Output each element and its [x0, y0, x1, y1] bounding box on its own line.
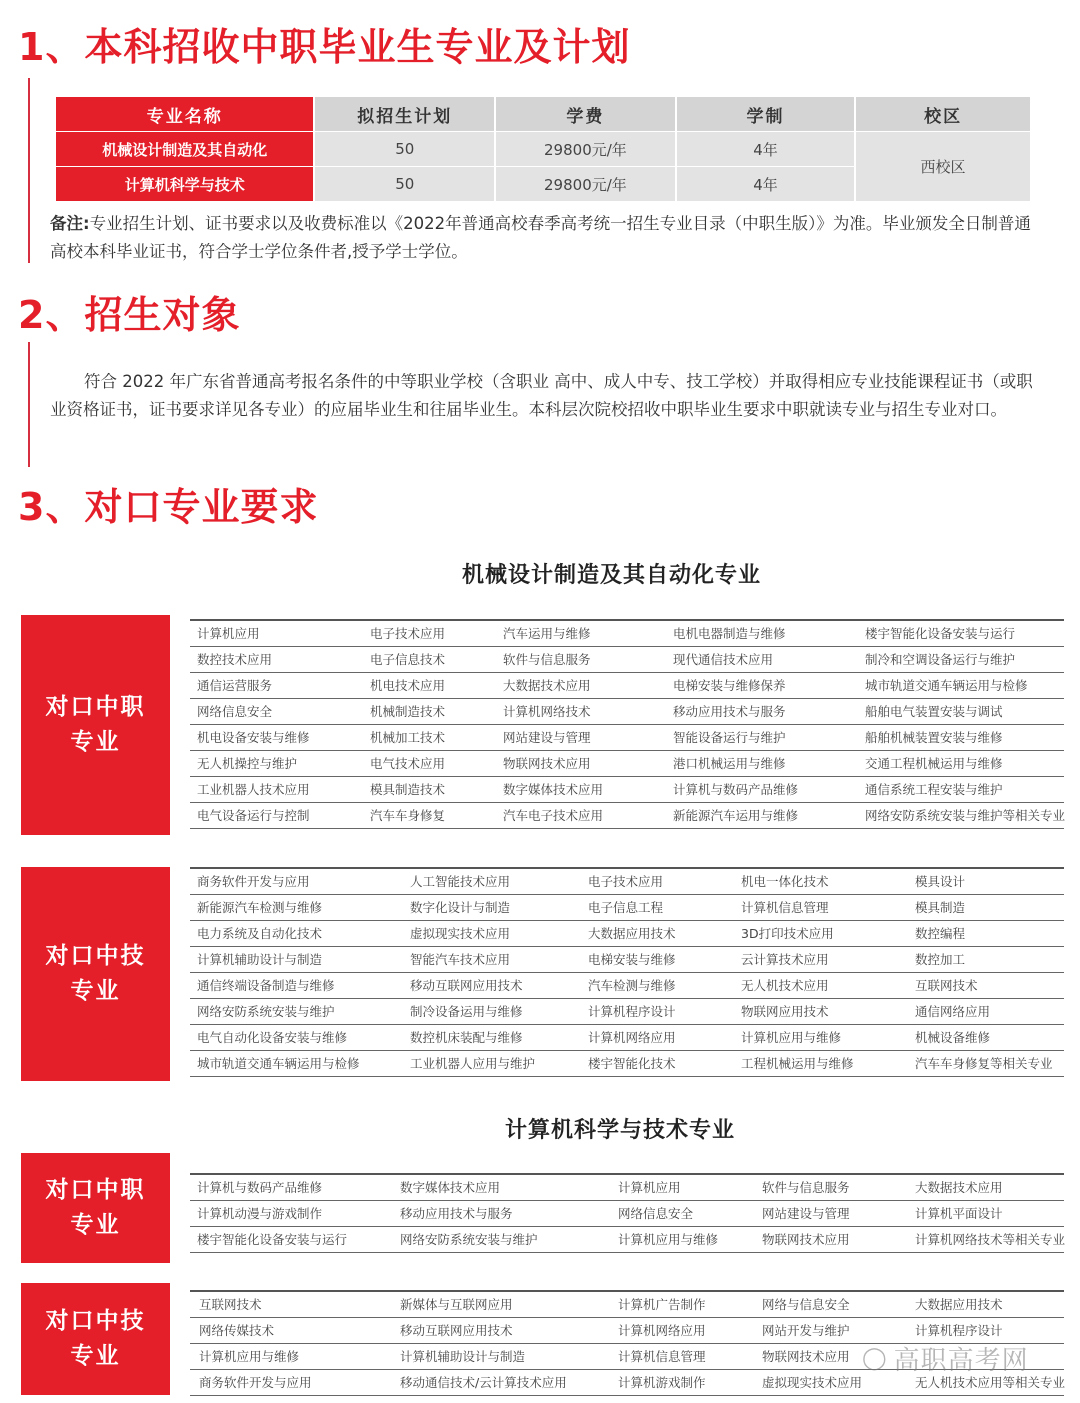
major-item: 软件与信息服务	[762, 1180, 850, 1195]
list-row	[190, 1227, 1064, 1253]
major-item: 汽车车身修复等相关专业	[915, 1056, 1053, 1071]
major-item: 计算机动漫与游戏制作	[197, 1206, 323, 1221]
list-row	[190, 1201, 1064, 1227]
major-item: 移动通信技术/云计算技术应用	[400, 1375, 567, 1390]
major-item: 新媒体与互联网应用	[400, 1297, 513, 1312]
list-row	[190, 869, 1064, 895]
major-item: 电子技术应用	[588, 874, 664, 889]
category-label-line1: 对口中职	[45, 1177, 146, 1203]
major-item: 数字媒体技术应用	[503, 782, 604, 797]
header-campus: 校区	[856, 97, 1030, 131]
major-item: 大数据技术应用	[915, 1180, 1003, 1195]
major-item: 计算机游戏制作	[618, 1375, 706, 1390]
category-label-line1: 对口中职	[45, 694, 146, 720]
category-label-line1: 对口中技	[45, 1308, 146, 1334]
category-label-line1: 对口中技	[45, 943, 146, 969]
list-row	[190, 673, 1064, 699]
major-item: 新能源汽车检测与维修	[197, 900, 323, 915]
major-item: 计算机应用与维修	[618, 1232, 719, 1247]
major-item: 船舶电气装置安装与调试	[865, 704, 1003, 719]
major-title-mechanical: 机械设计制造及其自动化专业	[462, 563, 762, 588]
major-item: 网络传媒技术	[199, 1323, 275, 1338]
note-body: 专业招生计划、证书要求以及收费标准以《2022年普通高校春季高考统一招生专业目录（中职生版）》为准。毕业颁发全日制普通高校本科毕业证书，符合学士学位条件者,授予学士学位。	[50, 214, 1031, 261]
category-label-mech-technical-school	[21, 867, 170, 1081]
major-item: 无人机技术应用等相关专业	[915, 1375, 1066, 1390]
major-item: 云计算技术应用	[741, 952, 829, 967]
major-item: 交通工程机械运用与维修	[865, 756, 1003, 771]
plan-cell: 50	[315, 167, 494, 201]
major-item: 楼宇智能化技术	[588, 1056, 676, 1071]
major-item: 制冷和空调设备运行与维护	[865, 652, 1016, 667]
fee-cell: 29800元/年	[496, 167, 675, 201]
major-item: 通信系统工程安装与维护	[865, 782, 1003, 797]
major-name-cell: 计算机科学与技术	[56, 167, 313, 201]
major-item: 机械设备维修	[915, 1030, 991, 1045]
major-item: 通信网络应用	[915, 1004, 991, 1019]
plan-cell: 50	[315, 132, 494, 166]
major-item: 工业机器人技术应用	[197, 782, 310, 797]
major-item: 虚拟现实技术应用	[410, 926, 511, 941]
duration-cell: 4年	[677, 132, 855, 166]
major-item: 移动应用技术与服务	[673, 704, 786, 719]
major-item: 智能汽车技术应用	[410, 952, 511, 967]
watermark	[862, 1340, 1029, 1377]
list-row	[190, 895, 1064, 921]
major-item: 计算机辅助设计与制造	[197, 952, 323, 967]
header-major-name: 专业名称	[56, 97, 313, 131]
category-label-line2: 专业	[70, 1343, 121, 1369]
header-duration: 学制	[677, 97, 855, 131]
list-row	[190, 921, 1064, 947]
major-item: 计算机应用	[618, 1180, 681, 1195]
major-item: 电力系统及自动化技术	[197, 926, 323, 941]
major-item: 计算机信息管理	[618, 1349, 706, 1364]
major-item: 数控技术应用	[197, 652, 273, 667]
major-name-cell: 机械设计制造及其自动化	[56, 132, 313, 166]
major-item: 商务软件开发与应用	[197, 874, 310, 889]
major-item: 城市轨道交通车辆运用与检修	[197, 1056, 360, 1071]
category-label-line2: 专业	[70, 978, 121, 1004]
major-item: 物联网技术应用	[762, 1232, 850, 1247]
major-item: 物联网技术应用	[503, 756, 591, 771]
section-1-divider	[28, 78, 30, 263]
major-item: 模具制造	[915, 900, 966, 915]
major-item: 网站建设与管理	[762, 1206, 850, 1221]
fee-cell: 29800元/年	[496, 132, 675, 166]
major-item: 机电技术应用	[370, 678, 446, 693]
major-item: 计算机与数码产品维修	[197, 1180, 323, 1195]
watermark-text: 高职高考网	[893, 1346, 1029, 1376]
major-item: 大数据技术应用	[503, 678, 591, 693]
major-item: 大数据应用技术	[915, 1297, 1003, 1312]
major-item: 模具制造技术	[370, 782, 446, 797]
major-item: 汽车运用与维修	[503, 626, 591, 641]
list-row	[190, 1051, 1064, 1077]
duration-cell: 4年	[677, 167, 855, 201]
major-item: 无人机技术应用	[741, 978, 829, 993]
major-item: 物联网技术应用	[762, 1349, 850, 1364]
category-label-cs-technical-school	[21, 1283, 170, 1395]
major-item: 计算机应用与维修	[199, 1349, 300, 1364]
major-item: 网络信息安全	[197, 704, 273, 719]
major-item: 电子技术应用	[370, 626, 446, 641]
major-item: 电气自动化设备安装与维修	[197, 1030, 348, 1045]
major-item: 网络信息安全	[618, 1206, 694, 1221]
major-item: 计算机与数码产品维修	[673, 782, 799, 797]
major-item: 软件与信息服务	[503, 652, 591, 667]
list-row	[190, 647, 1064, 673]
major-item: 人工智能技术应用	[410, 874, 511, 889]
major-item: 数控编程	[915, 926, 966, 941]
category-label-line2: 专业	[70, 1212, 121, 1238]
major-item: 机械制造技术	[370, 704, 446, 719]
list-row	[190, 973, 1064, 999]
list-row	[190, 1175, 1064, 1201]
header-plan: 拟招生计划	[315, 97, 494, 131]
major-item: 数字化设计与制造	[410, 900, 511, 915]
section-title-3: 3、对口专业要求	[18, 485, 319, 529]
major-item: 无人机操控与维护	[197, 756, 298, 771]
major-item: 现代通信技术应用	[673, 652, 774, 667]
major-list-mech-technical-school	[190, 867, 1064, 1077]
list-row	[190, 1292, 1064, 1318]
major-item: 汽车电子技术应用	[503, 808, 604, 823]
major-item: 电机电器制造与维修	[673, 626, 786, 641]
major-item: 网络安防系统安装与维护	[197, 1004, 335, 1019]
major-item: 制冷设备运用与维修	[410, 1004, 523, 1019]
major-item: 楼宇智能化设备安装与运行	[197, 1232, 348, 1247]
list-row	[190, 999, 1064, 1025]
major-item: 网络与信息安全	[762, 1297, 850, 1312]
major-item: 电梯安装与维修	[588, 952, 676, 967]
major-item: 船舶机械装置安装与维修	[865, 730, 1003, 745]
major-item: 互联网技术	[915, 978, 978, 993]
major-item: 计算机网络技术等相关专业	[915, 1232, 1066, 1247]
campus-cell: 西校区	[856, 132, 1030, 201]
major-item: 计算机网络应用	[618, 1323, 706, 1338]
major-item: 网站建设与管理	[503, 730, 591, 745]
major-item: 模具设计	[915, 874, 966, 889]
major-item: 城市轨道交通车辆运用与检修	[865, 678, 1028, 693]
major-item: 汽车车身修复	[370, 808, 446, 823]
major-item: 网络安防系统安装与维护等相关专业	[865, 808, 1066, 823]
major-item: 汽车检测与维修	[588, 978, 676, 993]
major-item: 计算机程序设计	[915, 1323, 1003, 1338]
major-item: 新能源汽车运用与维修	[673, 808, 799, 823]
section-2-divider	[28, 342, 30, 467]
major-item: 大数据应用技术	[588, 926, 676, 941]
list-row	[190, 751, 1064, 777]
wechat-icon: ◯	[862, 1346, 888, 1371]
major-item: 机电一体化技术	[741, 874, 829, 889]
major-item: 网站开发与维护	[762, 1323, 850, 1338]
header-fee: 学费	[496, 97, 675, 131]
major-item: 电子信息工程	[588, 900, 664, 915]
list-row	[190, 1025, 1064, 1051]
major-item: 数控机床装配与维修	[410, 1030, 523, 1045]
major-list-cs-secondary-vocational	[190, 1173, 1064, 1253]
major-item: 电气技术应用	[370, 756, 446, 771]
category-label-line2: 专业	[70, 729, 121, 755]
major-item: 楼宇智能化设备安装与运行	[865, 626, 1016, 641]
major-item: 通信终端设备制造与维修	[197, 978, 335, 993]
major-item: 电梯安装与维修保养	[673, 678, 786, 693]
note-label: 备注:	[50, 214, 90, 233]
major-item: 工程机械运用与维修	[741, 1056, 854, 1071]
category-label-mech-secondary-vocational	[21, 615, 170, 835]
eligibility-paragraph: 符合 2022 年广东省普通高考报名条件的中等职业学校（含职业 高中、成人中专、技工学校）并取得相应专业技能课程证书（或职 业资格证书，证书要求详见各专业）的应届毕业生和往届毕业生。本科层次院校招收中职毕业生要求中职就读专业与招生专业对口。	[50, 372, 1033, 419]
major-item: 移动互联网应用技术	[400, 1323, 513, 1338]
list-row	[190, 699, 1064, 725]
major-item: 机电设备安装与维修	[197, 730, 310, 745]
major-item: 计算机平面设计	[915, 1206, 1003, 1221]
major-item: 互联网技术	[199, 1297, 262, 1312]
major-item: 计算机程序设计	[588, 1004, 676, 1019]
major-item: 电气设备运行与控制	[197, 808, 310, 823]
major-title-computer: 计算机科学与技术专业	[505, 1118, 736, 1143]
table-header-row	[56, 97, 1030, 131]
major-item: 港口机械运用与维修	[673, 756, 786, 771]
major-item: 移动互联网应用技术	[410, 978, 523, 993]
list-row	[190, 803, 1064, 829]
major-list-mech-secondary-vocational	[190, 619, 1064, 829]
major-item: 计算机应用	[197, 626, 260, 641]
major-item: 虚拟现实技术应用	[762, 1375, 863, 1390]
major-item: 智能设备运行与维护	[673, 730, 786, 745]
major-item: 计算机辅助设计与制造	[400, 1349, 526, 1364]
major-item: 计算机信息管理	[741, 900, 829, 915]
section-title-1: 1、本科招收中职毕业生专业及计划	[18, 25, 631, 69]
major-item: 计算机网络技术	[503, 704, 591, 719]
major-item: 计算机广告制作	[618, 1297, 706, 1312]
major-item: 计算机应用与维修	[741, 1030, 842, 1045]
major-item: 物联网应用技术	[741, 1004, 829, 1019]
major-item: 网络安防系统安装与维护	[400, 1232, 538, 1247]
list-row	[190, 725, 1064, 751]
note-text	[50, 210, 1035, 266]
section-title-2: 2、招生对象	[18, 293, 241, 337]
major-item: 3D打印技术应用	[741, 926, 834, 941]
major-item: 数字媒体技术应用	[400, 1180, 501, 1195]
major-item: 数控加工	[915, 952, 966, 967]
major-item: 工业机器人应用与维护	[410, 1056, 536, 1071]
list-row	[190, 621, 1064, 647]
major-item: 电子信息技术	[370, 652, 446, 667]
category-label-cs-secondary-vocational	[21, 1153, 170, 1263]
major-item: 商务软件开发与应用	[199, 1375, 312, 1390]
major-item: 机械加工技术	[370, 730, 446, 745]
major-item: 通信运营服务	[197, 678, 273, 693]
major-item: 移动应用技术与服务	[400, 1206, 513, 1221]
list-row	[190, 947, 1064, 973]
major-item: 计算机网络应用	[588, 1030, 676, 1045]
list-row	[190, 777, 1064, 803]
enrollment-plan-table	[56, 97, 1030, 202]
